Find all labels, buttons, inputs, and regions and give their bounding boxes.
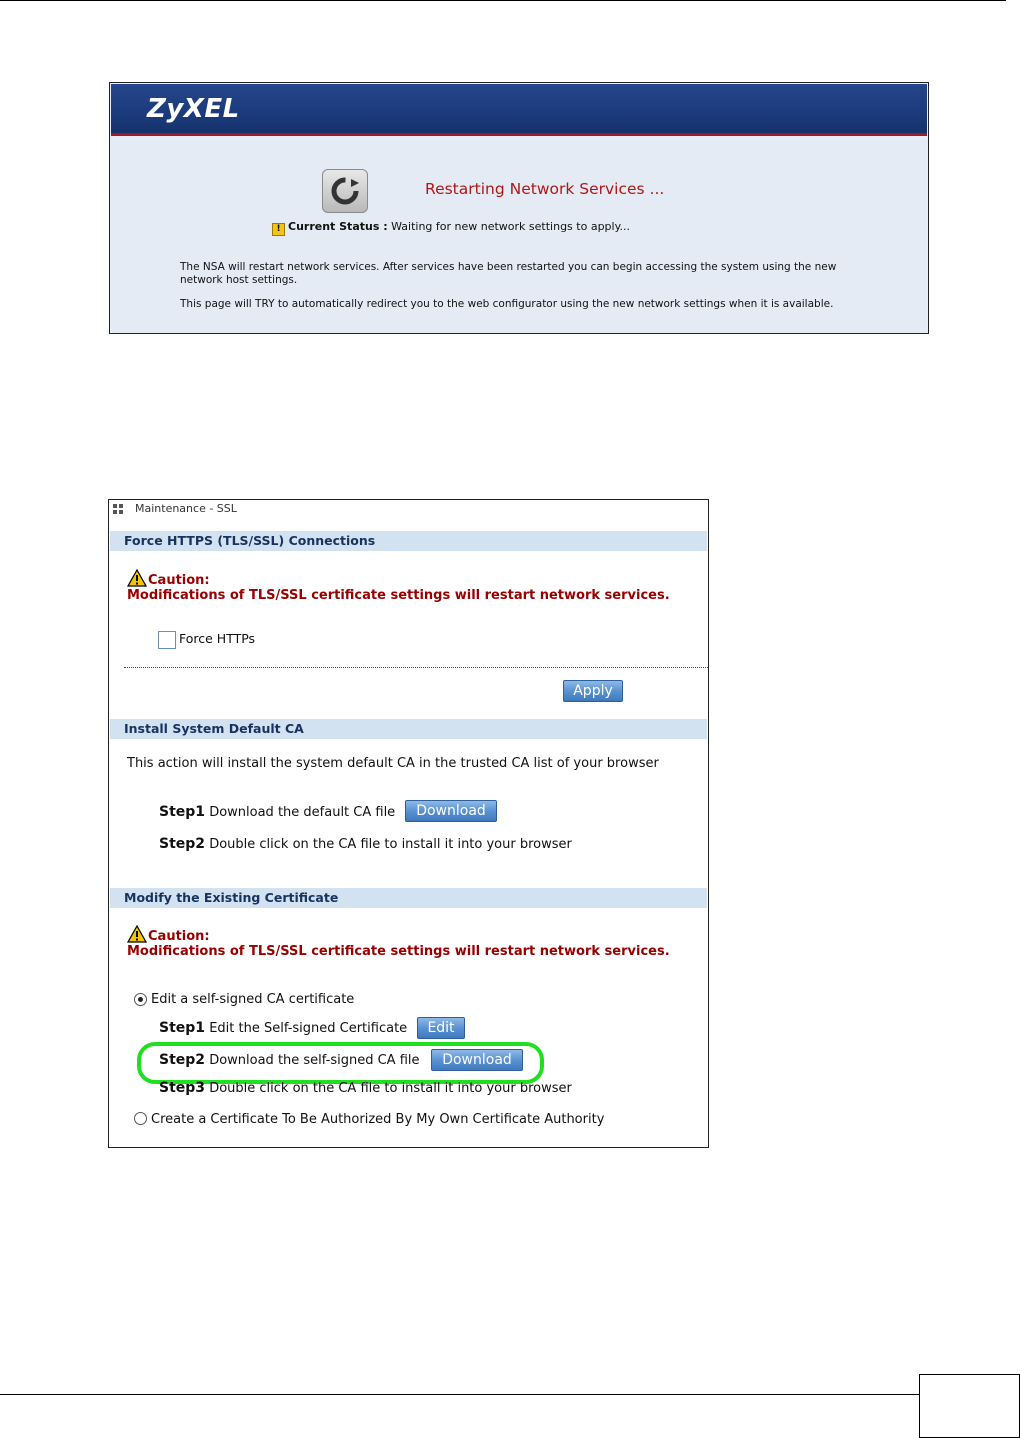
window-title: Maintenance - SSL bbox=[135, 502, 237, 515]
restart-title: Restarting Network Services ... bbox=[425, 180, 665, 198]
warning-icon bbox=[127, 569, 147, 587]
modify-step3-label: Step3 bbox=[159, 1080, 206, 1096]
grid-icon bbox=[113, 504, 123, 514]
restart-spinner-icon bbox=[322, 169, 368, 213]
force-https-checkbox[interactable] bbox=[158, 631, 176, 649]
header-red-stripe bbox=[111, 133, 927, 136]
modify-step2-text: Download the self-signed CA file bbox=[209, 1053, 420, 1068]
modify-step2-label: Step2 bbox=[159, 1052, 206, 1068]
caution-message: Modifications of TLS/SSL certificate settings will restart network services. bbox=[127, 588, 670, 603]
bottom-rule bbox=[0, 1394, 920, 1395]
install-step2 bbox=[159, 836, 572, 852]
current-status bbox=[272, 220, 630, 236]
caution-heading-2 bbox=[127, 925, 210, 944]
ssl-screenshot bbox=[108, 499, 709, 1148]
install-step2-label: Step2 bbox=[159, 836, 206, 852]
zyxel-logo: ZyXEL bbox=[147, 94, 240, 124]
zyxel-header bbox=[111, 84, 927, 136]
restart-info-paragraph: The NSA will restart network services. After services have been restarted you can begin accessing the system using the new network host settings. bbox=[180, 261, 837, 286]
install-step2-text: Double click on the CA file to install it into your browser bbox=[209, 837, 572, 852]
top-rule bbox=[0, 0, 1006, 1]
modify-step1-label: Step1 bbox=[159, 1020, 206, 1036]
window-titlebar bbox=[109, 500, 708, 520]
download-default-ca-button[interactable]: Download bbox=[405, 800, 497, 822]
modify-step3-text: Double click on the CA file to install it into your browser bbox=[209, 1081, 572, 1096]
caution-heading bbox=[127, 569, 210, 588]
radio-edit-label: Edit a self-signed CA certificate bbox=[151, 992, 355, 1007]
highlight-ring bbox=[137, 1042, 544, 1084]
caution-message-2: Modifications of TLS/SSL certificate settings will restart network services. bbox=[127, 944, 670, 959]
radio-create-certificate[interactable] bbox=[134, 1112, 147, 1125]
warning-icon bbox=[127, 925, 147, 943]
modify-step3 bbox=[159, 1080, 572, 1096]
page-number-box bbox=[919, 1374, 1020, 1438]
section-modify-certificate: Modify the Existing Certificate bbox=[110, 888, 707, 908]
redirect-info-paragraph: This page will TRY to automatically redirect you to the web configurator using the new network settings when it is available. bbox=[180, 298, 834, 310]
modify-step1 bbox=[159, 1020, 407, 1036]
install-description: This action will install the system default CA in the trusted CA list of your browser bbox=[127, 756, 659, 771]
caution-label: Caution: bbox=[148, 573, 210, 588]
section-force-https: Force HTTPS (TLS/SSL) Connections bbox=[110, 531, 707, 551]
divider bbox=[124, 667, 708, 668]
install-step1-label: Step1 bbox=[159, 804, 206, 820]
apply-button[interactable]: Apply bbox=[563, 680, 623, 702]
force-https-label: Force HTTPs bbox=[179, 631, 256, 646]
modify-step1-text: Edit the Self-signed Certificate bbox=[209, 1021, 408, 1036]
edit-certificate-button[interactable]: Edit bbox=[417, 1017, 465, 1039]
restart-screenshot bbox=[109, 82, 929, 334]
install-step1 bbox=[159, 804, 395, 820]
download-self-signed-ca-button[interactable]: Download bbox=[431, 1049, 523, 1071]
radio-edit-self-signed[interactable] bbox=[134, 993, 147, 1006]
section-install-default-ca: Install System Default CA bbox=[110, 719, 707, 739]
status-text: Waiting for new network settings to apply... bbox=[391, 220, 631, 233]
warning-icon: ! bbox=[272, 223, 285, 236]
caution-label-2: Caution: bbox=[148, 929, 210, 944]
status-label: Current Status : bbox=[288, 220, 388, 233]
radio-create-label: Create a Certificate To Be Authorized By My Own Certificate Authority bbox=[151, 1112, 605, 1127]
install-step1-text: Download the default CA file bbox=[209, 805, 396, 820]
